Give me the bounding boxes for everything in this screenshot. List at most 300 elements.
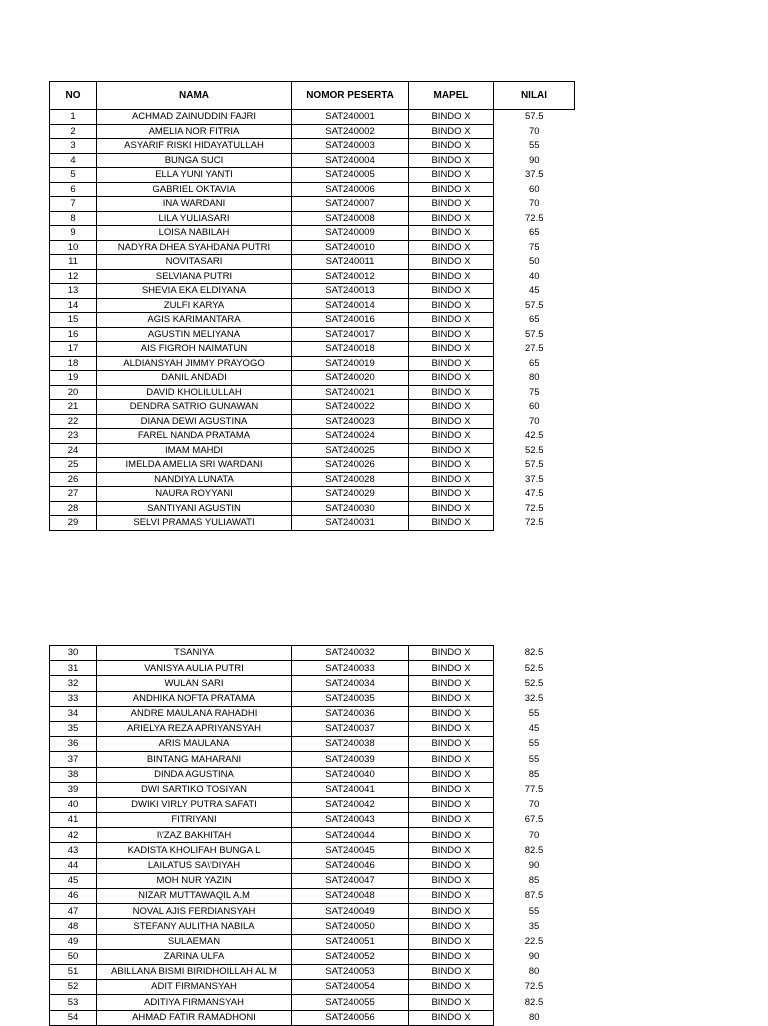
cell-no: 36 bbox=[50, 737, 97, 752]
cell-nama: SULAEMAN bbox=[97, 934, 292, 949]
cell-nomor-peserta: SAT240007 bbox=[292, 197, 409, 212]
cell-mapel: BINDO X bbox=[409, 284, 494, 299]
cell-nama: AIS FIGROH NAIMATUN bbox=[97, 342, 292, 357]
score-table-page-2 bbox=[49, 645, 575, 1026]
table-row bbox=[50, 153, 575, 168]
cell-nomor-peserta: SAT240030 bbox=[292, 501, 409, 516]
cell-no: 20 bbox=[50, 385, 97, 400]
table-row bbox=[50, 889, 575, 904]
cell-nama: NOVITASARI bbox=[97, 255, 292, 270]
cell-mapel: BINDO X bbox=[409, 443, 494, 458]
cell-no: 50 bbox=[50, 949, 97, 964]
cell-no: 31 bbox=[50, 661, 97, 676]
cell-no: 51 bbox=[50, 964, 97, 979]
cell-nilai: 90 bbox=[528, 859, 540, 871]
cell-nomor-peserta: SAT240008 bbox=[292, 211, 409, 226]
table-row bbox=[50, 691, 575, 706]
cell-nama: DWIKI VIRLY PUTRA SAFATI bbox=[97, 797, 292, 812]
cell-no: 30 bbox=[50, 646, 97, 661]
cell-mapel: BINDO X bbox=[409, 858, 494, 873]
table-row bbox=[50, 995, 575, 1010]
cell-mapel: BINDO X bbox=[409, 828, 494, 843]
table-row bbox=[50, 828, 575, 843]
cell-no: 52 bbox=[50, 980, 97, 995]
cell-mapel: BINDO X bbox=[409, 767, 494, 782]
cell-nilai: 55 bbox=[528, 738, 540, 750]
cell-nilai: 32.5 bbox=[524, 692, 544, 704]
cell-no: 40 bbox=[50, 797, 97, 812]
cell-no: 44 bbox=[50, 858, 97, 873]
cell-nomor-peserta: SAT240044 bbox=[292, 828, 409, 843]
cell-nilai: 65 bbox=[528, 227, 540, 238]
table-row bbox=[50, 980, 575, 995]
table-row bbox=[50, 1010, 575, 1025]
score-table-page-1 bbox=[49, 81, 575, 531]
cell-nilai: 57.5 bbox=[525, 328, 544, 340]
table-row bbox=[50, 964, 575, 979]
cell-no: 18 bbox=[50, 356, 97, 371]
cell-nilai: 55 bbox=[528, 140, 540, 151]
cell-nomor-peserta: SAT240022 bbox=[292, 400, 409, 415]
table-row bbox=[50, 752, 575, 767]
table-row bbox=[50, 124, 575, 139]
cell-nama: AMELIA NOR FITRIA bbox=[97, 124, 292, 139]
cell-nilai: 45 bbox=[528, 723, 540, 735]
cell-mapel: BINDO X bbox=[409, 691, 494, 706]
cell-nama: STEFANY AULITHA NABILA bbox=[97, 919, 292, 934]
table-row bbox=[50, 371, 575, 386]
cell-no: 21 bbox=[50, 400, 97, 415]
cell-mapel: BINDO X bbox=[409, 182, 494, 197]
cell-no: 15 bbox=[50, 313, 97, 328]
cell-mapel: BINDO X bbox=[409, 211, 494, 226]
cell-nama: BUNGA SUCI bbox=[97, 153, 292, 168]
cell-nilai: 75 bbox=[528, 386, 540, 398]
cell-nilai: 80 bbox=[528, 966, 540, 978]
cell-nilai: 50 bbox=[528, 256, 540, 267]
cell-nomor-peserta: SAT240021 bbox=[292, 385, 409, 400]
cell-nomor-peserta: SAT240048 bbox=[292, 889, 409, 904]
cell-nomor-peserta: SAT240040 bbox=[292, 767, 409, 782]
cell-nilai: 77.5 bbox=[524, 784, 544, 796]
cell-nama: NOVAL AJIS FERDIANSYAH bbox=[97, 904, 292, 919]
cell-mapel: BINDO X bbox=[409, 706, 494, 721]
cell-mapel: BINDO X bbox=[409, 1010, 494, 1025]
table-row bbox=[50, 327, 575, 342]
table-row bbox=[50, 298, 575, 313]
cell-nomor-peserta: SAT240047 bbox=[292, 873, 409, 888]
cell-nilai: 47.5 bbox=[525, 488, 544, 499]
table-row bbox=[50, 472, 575, 487]
cell-nama: DINDA AGUSTINA bbox=[97, 767, 292, 782]
cell-nilai: 75 bbox=[528, 241, 540, 253]
table-row bbox=[50, 255, 575, 270]
cell-no: 28 bbox=[50, 501, 97, 516]
cell-nilai: 57.5 bbox=[525, 459, 544, 470]
cell-nama: ANDHIKA NOFTA PRATAMA bbox=[97, 691, 292, 706]
cell-nama: LOISA NABILAH bbox=[97, 226, 292, 241]
cell-nilai: 72.5 bbox=[525, 212, 544, 224]
cell-nilai: 37.5 bbox=[525, 169, 544, 180]
cell-nama: NADYRA DHEA SYAHDANA PUTRI bbox=[97, 240, 292, 255]
table-row bbox=[50, 797, 575, 812]
cell-nomor-peserta: SAT240039 bbox=[292, 752, 409, 767]
cell-nomor-peserta: SAT240045 bbox=[292, 843, 409, 858]
cell-mapel: BINDO X bbox=[409, 980, 494, 995]
cell-no: 32 bbox=[50, 676, 97, 691]
cell-nomor-peserta: SAT240011 bbox=[292, 255, 409, 270]
cell-mapel: BINDO X bbox=[409, 124, 494, 139]
cell-mapel: BINDO X bbox=[409, 414, 494, 429]
cell-no: 34 bbox=[50, 706, 97, 721]
cell-no: 16 bbox=[50, 327, 97, 342]
cell-nama: LAILATUS SA\'DIYAH bbox=[97, 858, 292, 873]
cell-nama: FITRIYANI bbox=[97, 813, 292, 828]
table-body-page-1 bbox=[50, 110, 575, 531]
cell-nomor-peserta: SAT240052 bbox=[292, 949, 409, 964]
cell-nilai: 70 bbox=[528, 799, 540, 811]
cell-nama: WULAN SARI bbox=[97, 676, 292, 691]
cell-nomor-peserta: SAT240049 bbox=[292, 904, 409, 919]
cell-mapel: BINDO X bbox=[409, 995, 494, 1010]
cell-nama: ANDRE MAULANA RAHADHI bbox=[97, 706, 292, 721]
cell-nomor-peserta: SAT240041 bbox=[292, 782, 409, 797]
cell-no: 8 bbox=[50, 211, 97, 226]
cell-mapel: BINDO X bbox=[409, 429, 494, 444]
cell-nama: LILA YULIASARI bbox=[97, 211, 292, 226]
cell-no: 48 bbox=[50, 919, 97, 934]
cell-no: 10 bbox=[50, 240, 97, 255]
cell-mapel: BINDO X bbox=[409, 843, 494, 858]
cell-nama: ARIS MAULANA bbox=[97, 737, 292, 752]
cell-mapel: BINDO X bbox=[409, 197, 494, 212]
cell-nama: DANIL ANDADI bbox=[97, 371, 292, 386]
cell-nama: FAREL NANDA PRATAMA bbox=[97, 429, 292, 444]
header-no: NO bbox=[50, 82, 97, 110]
cell-nilai: 35 bbox=[528, 920, 540, 932]
cell-nomor-peserta: SAT240051 bbox=[292, 934, 409, 949]
cell-nama: ASYARIF RISKI HIDAYATULLAH bbox=[97, 139, 292, 154]
table-row bbox=[50, 904, 575, 919]
table-row bbox=[50, 782, 575, 797]
table-row bbox=[50, 813, 575, 828]
table-row bbox=[50, 110, 575, 125]
cell-nomor-peserta: SAT240035 bbox=[292, 691, 409, 706]
cell-nomor-peserta: SAT240016 bbox=[292, 313, 409, 328]
cell-no: 41 bbox=[50, 813, 97, 828]
cell-nilai: 80 bbox=[528, 1011, 540, 1023]
cell-nilai: 72.5 bbox=[525, 502, 544, 514]
cell-nilai: 85 bbox=[528, 768, 540, 780]
cell-nama: NAURA ROYYANI bbox=[97, 487, 292, 502]
table-row bbox=[50, 458, 575, 473]
cell-mapel: BINDO X bbox=[409, 646, 494, 661]
cell-mapel: BINDO X bbox=[409, 487, 494, 502]
cell-nomor-peserta: SAT240046 bbox=[292, 858, 409, 873]
table-row bbox=[50, 919, 575, 934]
cell-no: 35 bbox=[50, 721, 97, 736]
cell-mapel: BINDO X bbox=[409, 676, 494, 691]
cell-nomor-peserta: SAT240029 bbox=[292, 487, 409, 502]
cell-nama: DIANA DEWI AGUSTINA bbox=[97, 414, 292, 429]
cell-nilai: 55 bbox=[528, 708, 540, 720]
cell-nilai: 65 bbox=[528, 314, 540, 325]
cell-no: 6 bbox=[50, 182, 97, 197]
cell-nama: AGUSTIN MELIYANA bbox=[97, 327, 292, 342]
cell-nomor-peserta: SAT240055 bbox=[292, 995, 409, 1010]
table-row bbox=[50, 767, 575, 782]
cell-no: 37 bbox=[50, 752, 97, 767]
cell-nama: DAVID KHOLILULLAH bbox=[97, 385, 292, 400]
table-row bbox=[50, 385, 575, 400]
table-row bbox=[50, 197, 575, 212]
cell-nilai: 85 bbox=[528, 875, 540, 887]
cell-no: 22 bbox=[50, 414, 97, 429]
cell-no: 23 bbox=[50, 429, 97, 444]
cell-nilai: 70 bbox=[528, 125, 540, 137]
cell-nomor-peserta: SAT240034 bbox=[292, 676, 409, 691]
cell-no: 42 bbox=[50, 828, 97, 843]
cell-nilai: 57.5 bbox=[525, 299, 544, 311]
cell-nilai: 52.5 bbox=[524, 677, 544, 689]
cell-no: 46 bbox=[50, 889, 97, 904]
cell-nama: IMELDA AMELIA SRI WARDANI bbox=[97, 458, 292, 473]
cell-nama: TSANIYA bbox=[97, 646, 292, 661]
table-row bbox=[50, 414, 575, 429]
cell-mapel: BINDO X bbox=[409, 110, 494, 125]
cell-mapel: BINDO X bbox=[409, 458, 494, 473]
cell-nilai: 65 bbox=[528, 357, 540, 369]
cell-nomor-peserta: SAT240017 bbox=[292, 327, 409, 342]
cell-nilai: 37.5 bbox=[525, 473, 544, 485]
cell-nama: MOH NUR YAZIN bbox=[97, 873, 292, 888]
cell-nama: SELVIANA PUTRI bbox=[97, 269, 292, 284]
cell-no: 38 bbox=[50, 767, 97, 782]
cell-nama: IMAM MAHDI bbox=[97, 443, 292, 458]
table-row bbox=[50, 429, 575, 444]
table-body-page-2 bbox=[50, 646, 575, 1026]
cell-nilai: 45 bbox=[528, 285, 540, 296]
table-row bbox=[50, 356, 575, 371]
cell-nomor-peserta: SAT240025 bbox=[292, 443, 409, 458]
cell-no: 45 bbox=[50, 873, 97, 888]
cell-nomor-peserta: SAT240042 bbox=[292, 797, 409, 812]
cell-nilai: 40 bbox=[528, 270, 540, 282]
cell-nilai: 42.5 bbox=[525, 430, 544, 441]
cell-mapel: BINDO X bbox=[409, 168, 494, 183]
cell-mapel: BINDO X bbox=[409, 752, 494, 767]
cell-mapel: BINDO X bbox=[409, 153, 494, 168]
cell-nomor-peserta: SAT240006 bbox=[292, 182, 409, 197]
cell-nilai: 70 bbox=[528, 415, 540, 427]
cell-nomor-peserta: SAT240054 bbox=[292, 980, 409, 995]
cell-nama: NIZAR MUTTAWAQIL A.M bbox=[97, 889, 292, 904]
cell-mapel: BINDO X bbox=[409, 797, 494, 812]
cell-mapel: BINDO X bbox=[409, 889, 494, 904]
cell-mapel: BINDO X bbox=[409, 501, 494, 516]
cell-nomor-peserta: SAT240014 bbox=[292, 298, 409, 313]
cell-nama: AHMAD FATIR RAMADHONI bbox=[97, 1010, 292, 1025]
table-row bbox=[50, 737, 575, 752]
cell-nama: BINTANG MAHARANI bbox=[97, 752, 292, 767]
cell-nama: ACHMAD ZAINUDDIN FAJRI bbox=[97, 110, 292, 125]
cell-mapel: BINDO X bbox=[409, 661, 494, 676]
cell-mapel: BINDO X bbox=[409, 226, 494, 241]
cell-mapel: BINDO X bbox=[409, 371, 494, 386]
cell-mapel: BINDO X bbox=[409, 782, 494, 797]
cell-mapel: BINDO X bbox=[409, 342, 494, 357]
table-row bbox=[50, 516, 575, 531]
cell-nomor-peserta: SAT240002 bbox=[292, 124, 409, 139]
cell-no: 14 bbox=[50, 298, 97, 313]
table-row bbox=[50, 211, 575, 226]
table-row bbox=[50, 934, 575, 949]
cell-no: 49 bbox=[50, 934, 97, 949]
cell-no: 53 bbox=[50, 995, 97, 1010]
cell-nomor-peserta: SAT240031 bbox=[292, 516, 409, 531]
cell-nama: DWI SARTIKO TOSIYAN bbox=[97, 782, 292, 797]
cell-nilai: 82.5 bbox=[524, 647, 544, 659]
cell-nilai: 55 bbox=[528, 753, 540, 765]
cell-nomor-peserta: SAT240003 bbox=[292, 139, 409, 154]
cell-mapel: BINDO X bbox=[409, 919, 494, 934]
cell-no: 54 bbox=[50, 1010, 97, 1025]
cell-nama: VANISYA AULIA PUTRI bbox=[97, 661, 292, 676]
cell-nomor-peserta: SAT240032 bbox=[292, 646, 409, 661]
table-row bbox=[50, 706, 575, 721]
cell-nama: AGIS KARIMANTARA bbox=[97, 313, 292, 328]
cell-nilai: 80 bbox=[528, 372, 540, 383]
cell-mapel: BINDO X bbox=[409, 472, 494, 487]
cell-nomor-peserta: SAT240001 bbox=[292, 110, 409, 125]
cell-nama: ZULFI KARYA bbox=[97, 298, 292, 313]
cell-mapel: BINDO X bbox=[409, 964, 494, 979]
cell-nilai: 55 bbox=[528, 905, 540, 917]
cell-nama: SELVI PRAMAS YULIAWATI bbox=[97, 516, 292, 531]
cell-mapel: BINDO X bbox=[409, 327, 494, 342]
cell-nilai: 87.5 bbox=[524, 890, 544, 902]
cell-nomor-peserta: SAT240033 bbox=[292, 661, 409, 676]
cell-nilai: 60 bbox=[528, 183, 540, 195]
cell-nilai: 52.5 bbox=[525, 444, 544, 456]
cell-nama: ADIT FIRMANSYAH bbox=[97, 980, 292, 995]
table-row bbox=[50, 400, 575, 415]
cell-nomor-peserta: SAT240020 bbox=[292, 371, 409, 386]
cell-nilai: 70 bbox=[528, 829, 540, 841]
cell-mapel: BINDO X bbox=[409, 721, 494, 736]
cell-nama: KADISTA KHOLIFAH BUNGA L bbox=[97, 843, 292, 858]
cell-no: 19 bbox=[50, 371, 97, 386]
cell-no: 33 bbox=[50, 691, 97, 706]
table-row bbox=[50, 487, 575, 502]
table-row bbox=[50, 843, 575, 858]
cell-nilai: 22.5 bbox=[524, 935, 544, 947]
header-nomor-peserta: NOMOR PESERTA bbox=[292, 82, 409, 110]
cell-no: 13 bbox=[50, 284, 97, 299]
table-row bbox=[50, 873, 575, 888]
cell-mapel: BINDO X bbox=[409, 298, 494, 313]
cell-mapel: BINDO X bbox=[409, 737, 494, 752]
cell-mapel: BINDO X bbox=[409, 873, 494, 888]
cell-nomor-peserta: SAT240053 bbox=[292, 964, 409, 979]
table-row bbox=[50, 139, 575, 154]
cell-no: 4 bbox=[50, 153, 97, 168]
table-row bbox=[50, 182, 575, 197]
cell-nama: ADITIYA FIRMANSYAH bbox=[97, 995, 292, 1010]
cell-mapel: BINDO X bbox=[409, 904, 494, 919]
cell-nomor-peserta: SAT240004 bbox=[292, 153, 409, 168]
cell-nilai: 90 bbox=[528, 154, 540, 166]
table-row bbox=[50, 646, 575, 661]
table-row bbox=[50, 676, 575, 691]
cell-nomor-peserta: SAT240026 bbox=[292, 458, 409, 473]
cell-nama: ABILLANA BISMI BIRIDHOILLAH AL M bbox=[97, 964, 292, 979]
cell-nama: ELLA YUNI YANTI bbox=[97, 168, 292, 183]
cell-no: 39 bbox=[50, 782, 97, 797]
table-row bbox=[50, 858, 575, 873]
cell-no: 25 bbox=[50, 458, 97, 473]
cell-no: 29 bbox=[50, 516, 97, 531]
table-row bbox=[50, 501, 575, 516]
cell-nomor-peserta: SAT240009 bbox=[292, 226, 409, 241]
table-row bbox=[50, 721, 575, 736]
cell-nomor-peserta: SAT240019 bbox=[292, 356, 409, 371]
cell-mapel: BINDO X bbox=[409, 400, 494, 415]
cell-no: 11 bbox=[50, 255, 97, 270]
cell-nama: NANDIYA LUNATA bbox=[97, 472, 292, 487]
cell-no: 43 bbox=[50, 843, 97, 858]
cell-nilai: 67.5 bbox=[524, 814, 544, 826]
cell-nilai: 70 bbox=[528, 198, 540, 209]
cell-no: 5 bbox=[50, 168, 97, 183]
cell-nomor-peserta: SAT240056 bbox=[292, 1010, 409, 1025]
table-row bbox=[50, 226, 575, 241]
cell-nama: DENDRA SATRIO GUNAWAN bbox=[97, 400, 292, 415]
cell-no: 47 bbox=[50, 904, 97, 919]
cell-nama: SHEVIA EKA ELDIYANA bbox=[97, 284, 292, 299]
cell-nomor-peserta: SAT240036 bbox=[292, 706, 409, 721]
cell-mapel: BINDO X bbox=[409, 516, 494, 531]
cell-no: 9 bbox=[50, 226, 97, 241]
cell-no: 7 bbox=[50, 197, 97, 212]
table-row bbox=[50, 284, 575, 299]
cell-mapel: BINDO X bbox=[409, 813, 494, 828]
cell-nomor-peserta: SAT240028 bbox=[292, 472, 409, 487]
cell-nama: ZARINA ULFA bbox=[97, 949, 292, 964]
cell-mapel: BINDO X bbox=[409, 269, 494, 284]
cell-mapel: BINDO X bbox=[409, 385, 494, 400]
cell-nomor-peserta: SAT240023 bbox=[292, 414, 409, 429]
cell-nilai: 57.5 bbox=[525, 111, 544, 123]
table-row bbox=[50, 949, 575, 964]
cell-nama: INA WARDANI bbox=[97, 197, 292, 212]
cell-nomor-peserta: SAT240050 bbox=[292, 919, 409, 934]
cell-nilai: 82.5 bbox=[524, 996, 544, 1008]
cell-nama: GABRIEL OKTAVIA bbox=[97, 182, 292, 197]
cell-nama: ALDIANSYAH JIMMY PRAYOGO bbox=[97, 356, 292, 371]
cell-no: 17 bbox=[50, 342, 97, 357]
cell-nilai: 82.5 bbox=[524, 844, 544, 856]
cell-mapel: BINDO X bbox=[409, 949, 494, 964]
cell-no: 26 bbox=[50, 472, 97, 487]
cell-mapel: BINDO X bbox=[409, 139, 494, 154]
cell-nomor-peserta: SAT240005 bbox=[292, 168, 409, 183]
header-nama: NAMA bbox=[97, 82, 292, 110]
table-header-row bbox=[50, 82, 575, 110]
cell-nilai: 72.5 bbox=[524, 981, 544, 993]
cell-nomor-peserta: SAT240012 bbox=[292, 269, 409, 284]
cell-nomor-peserta: SAT240010 bbox=[292, 240, 409, 255]
